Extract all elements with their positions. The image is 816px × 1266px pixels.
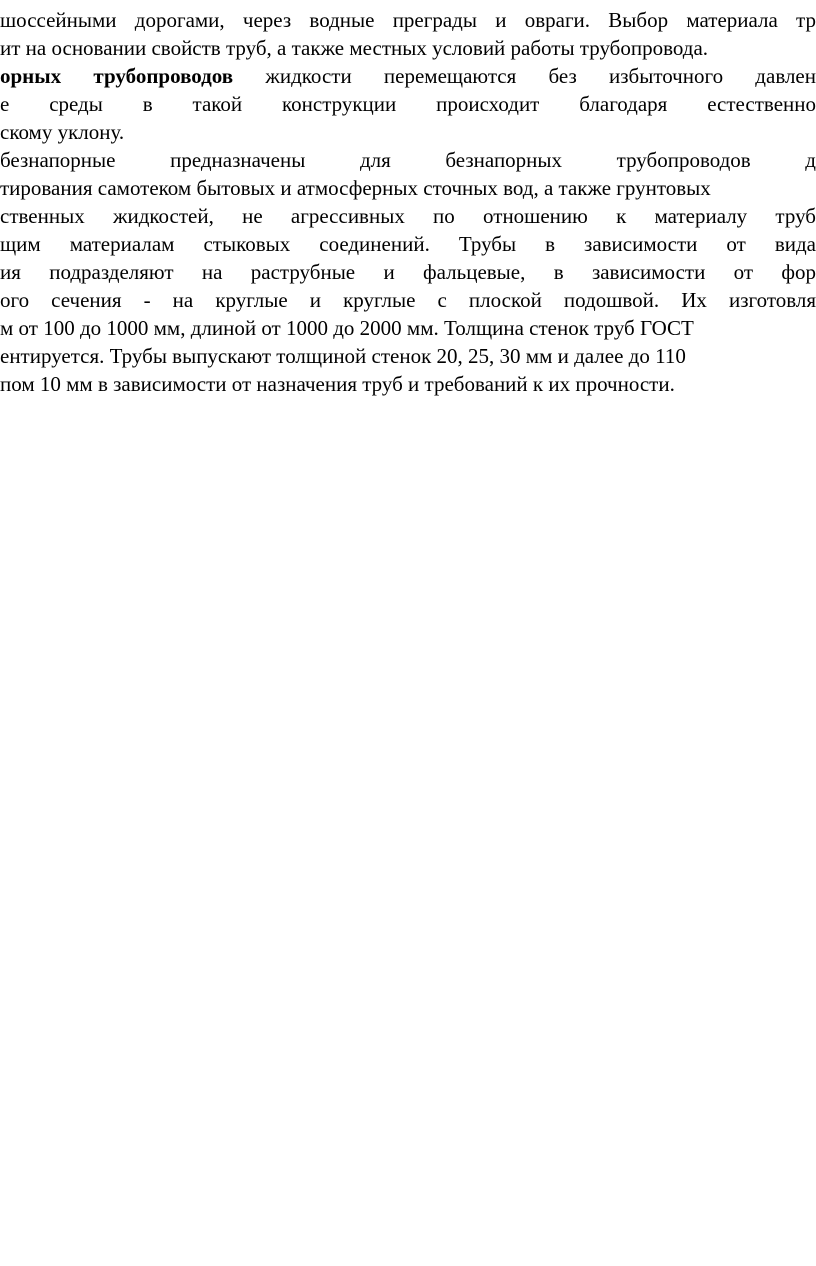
text-line-content: щим материалам стыковых соединений. Трубы в зависимости от вида: [0, 232, 816, 256]
text-line-content: м от 100 до 1000 мм, длиной от 1000 до 2000 мм. Толщина стенок труб ГОСТ: [0, 316, 694, 340]
text-line-content: ия подразделяют на раструбные и фальцевые, в зависимости от фор: [0, 260, 816, 284]
text-line-content: ственных жидкостей, не агрессивных по отношению к материалу труб: [0, 204, 816, 228]
text-line-content: пом 10 мм в зависимости от назначения труб и требований к их прочности.: [0, 372, 675, 396]
text-line: [0, 258, 816, 286]
text-line-content: тирования самотеком бытовых и атмосферных сточных вод, а также грунтовых: [0, 176, 711, 200]
text-line: [0, 202, 816, 230]
text-line-content: ентируется. Трубы выпускают толщиной стенок 20, 25, 30 мм и далее до 110: [0, 344, 686, 368]
text-line: [0, 174, 711, 202]
text-line: [0, 314, 694, 342]
text-line: [0, 62, 816, 90]
text-line: [0, 230, 816, 258]
text-line-content: шоссейными дорогами, через водные преграды и овраги. Выбор материала тр: [0, 8, 816, 32]
bold-term: орных трубопроводов: [0, 64, 234, 88]
text-line: [0, 6, 816, 34]
text-line-content: скому уклону.: [0, 120, 125, 144]
text-line-content: ит на основании свойств труб, а также местных условий работы трубопровода.: [0, 36, 709, 60]
text-line: [0, 370, 675, 398]
text-line: [0, 118, 124, 146]
text-line-content: ого сечения - на круглые и круглые с плоской подошвой. Их изготовля: [0, 288, 816, 312]
text-line: [0, 90, 816, 118]
text-line-content: е среды в такой конструкции происходит благодаря естественно: [0, 92, 816, 116]
text-line: [0, 34, 708, 62]
text-line: [0, 342, 686, 370]
text-line: [0, 146, 816, 174]
text-line-content: жидкости перемещаются без избыточного давлен: [233, 64, 816, 88]
text-line-content: безнапорные предназначены для безнапорных трубопроводов д: [0, 148, 816, 172]
text-line: [0, 286, 816, 314]
